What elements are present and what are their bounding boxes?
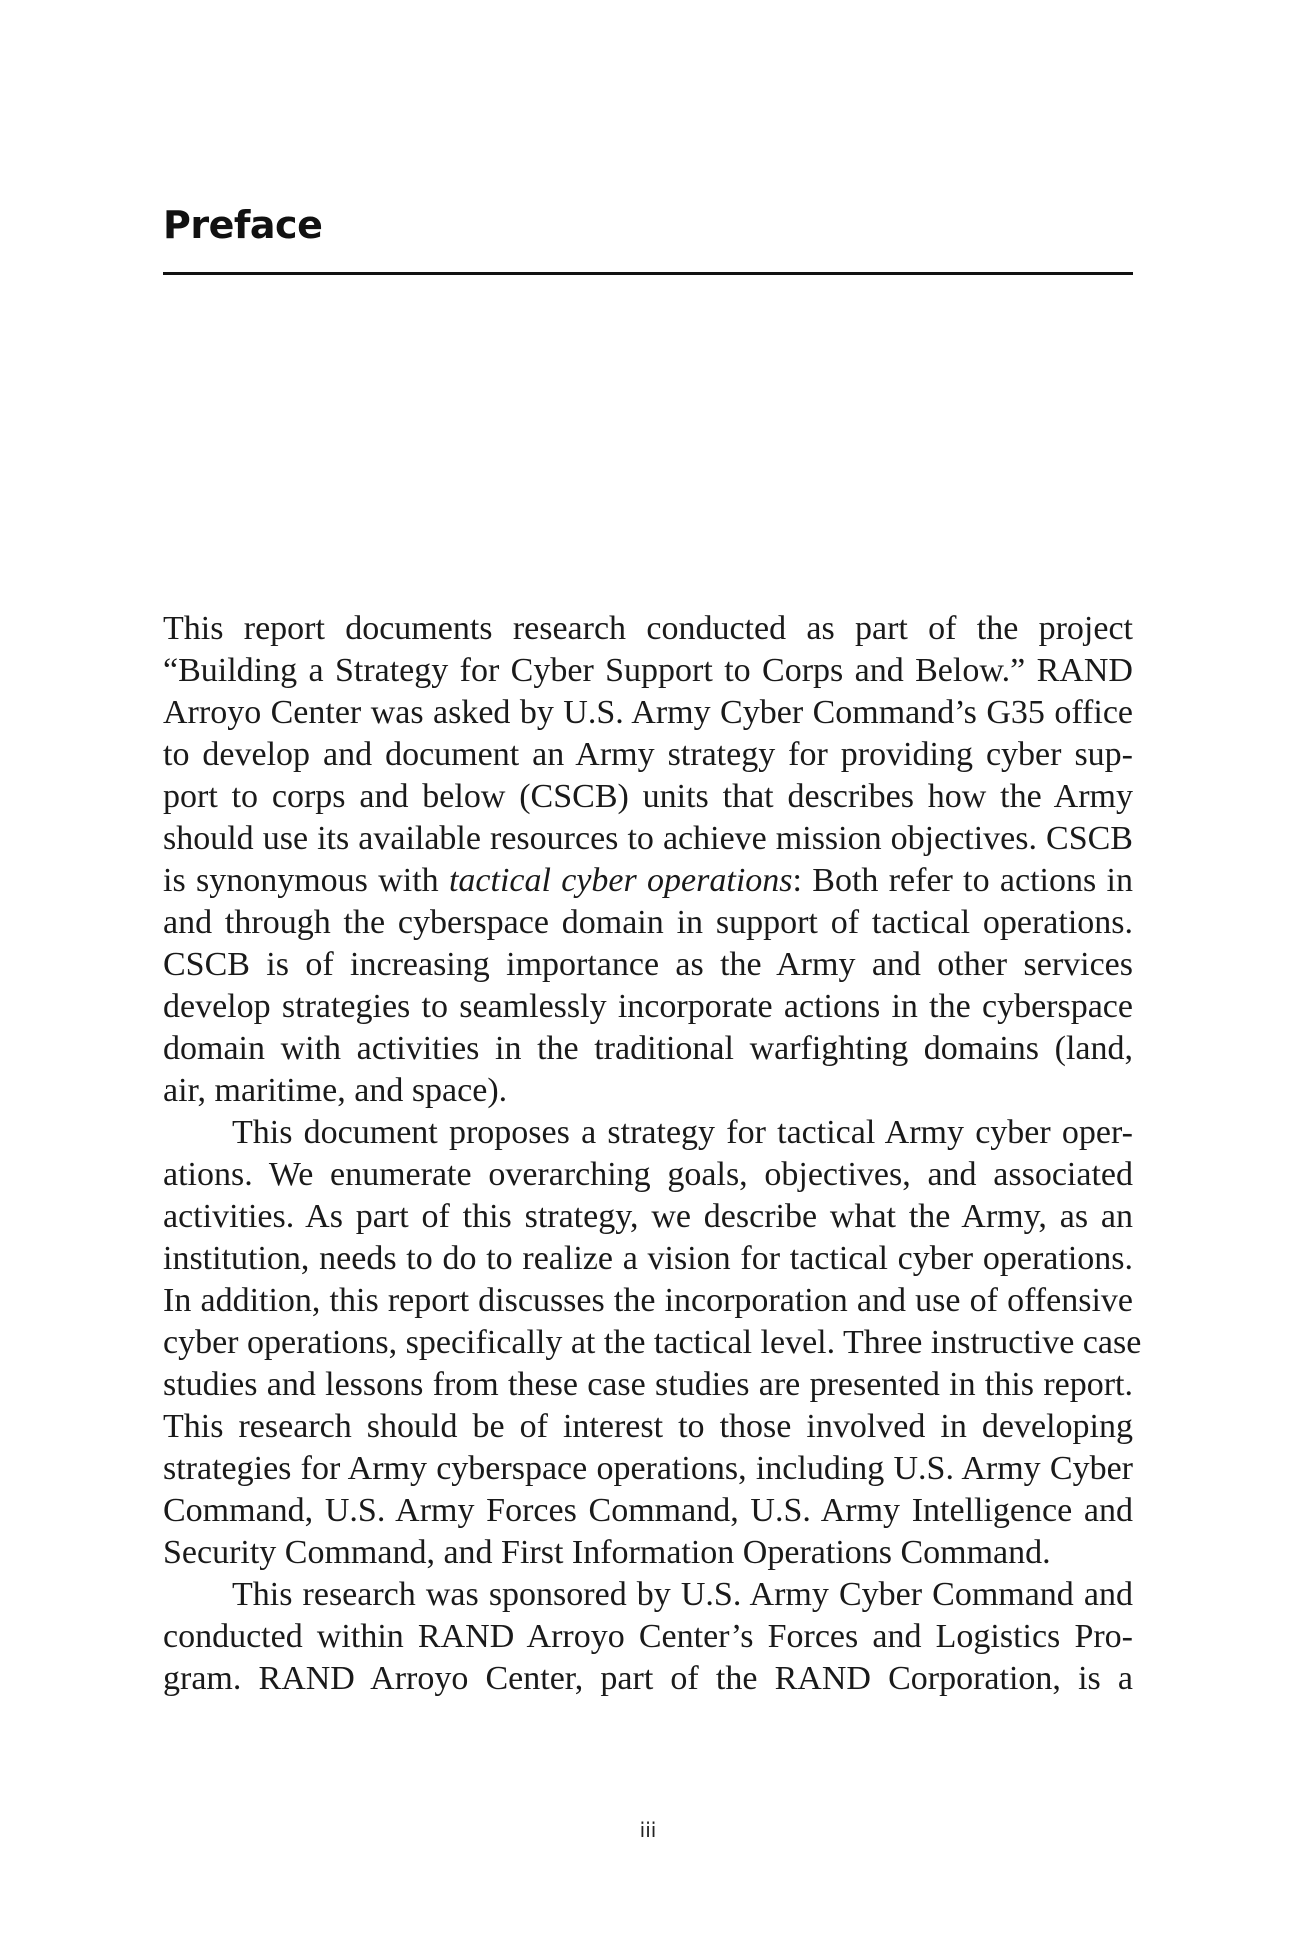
text-line: This report documents research conducted as part of the project	[163, 610, 1133, 647]
text-line: Security Command, and First Information Operations Command.	[163, 1534, 1051, 1571]
text-line: This research should be of interest to those involved in developing	[163, 1408, 1133, 1445]
paragraph	[163, 1112, 1142, 1574]
text-line: This document proposes a strategy for tactical Army cyber oper-	[232, 1114, 1133, 1151]
text-line: activities. As part of this strategy, we describe what the Army, as an	[163, 1198, 1133, 1235]
italic-term: tactical cyber operations	[448, 862, 793, 899]
text-line: domain with activities in the traditional warfighting domains (land,	[163, 1030, 1133, 1067]
text-line: “Building a Strategy for Cyber Support to Corps and Below.” RAND	[163, 652, 1133, 689]
text-line: conducted within RAND Arroyo Center’s Forces and Logistics Pro-	[163, 1618, 1133, 1655]
text-line: port to corps and below (CSCB) units that describes how the Army	[163, 778, 1133, 815]
text-line: gram. RAND Arroyo Center, part of the RAND Corporation, is a	[163, 1660, 1133, 1697]
text-line: should use its available resources to achieve mission objectives. CSCB	[163, 820, 1133, 857]
text-line: In addition, this report discusses the incorporation and use of offensive	[163, 1282, 1133, 1319]
text-line: institution, needs to do to realize a vision for tactical cyber operations.	[163, 1240, 1133, 1277]
paragraph	[163, 608, 1133, 1112]
text-line: develop strategies to seamlessly incorporate actions in the cyberspace	[163, 988, 1133, 1025]
text-line: strategies for Army cyberspace operations, including U.S. Army Cyber	[163, 1450, 1133, 1487]
text-line: Arroyo Center was asked by U.S. Army Cyber Command’s G35 office	[163, 694, 1133, 731]
text-line: ations. We enumerate overarching goals, objectives, and associated	[163, 1156, 1133, 1193]
page-heading: Preface	[163, 203, 323, 247]
heading-rule	[163, 272, 1133, 275]
text-line: air, maritime, and space).	[163, 1072, 508, 1109]
text-line: studies and lessons from these case studies are presented in this report.	[163, 1366, 1133, 1403]
text-line: Command, U.S. Army Forces Command, U.S. Army Intelligence and	[163, 1492, 1133, 1529]
text-line: This research was sponsored by U.S. Army Cyber Command and	[232, 1576, 1133, 1613]
text-line: CSCB is of increasing importance as the Army and other services	[163, 946, 1133, 983]
text-line: to develop and document an Army strategy for providing cyber sup-	[163, 736, 1133, 773]
text-line: and through the cyberspace domain in support of tactical operations.	[163, 904, 1133, 941]
text-line: cyber operations, specifically at the tactical level. Three instructive case	[163, 1324, 1142, 1361]
paragraph	[163, 1574, 1133, 1700]
body-text	[163, 608, 1142, 1700]
text-line: is synonymous with tactical cyber operations: Both refer to actions in	[163, 862, 1133, 899]
page-number: iii	[639, 1818, 657, 1842]
